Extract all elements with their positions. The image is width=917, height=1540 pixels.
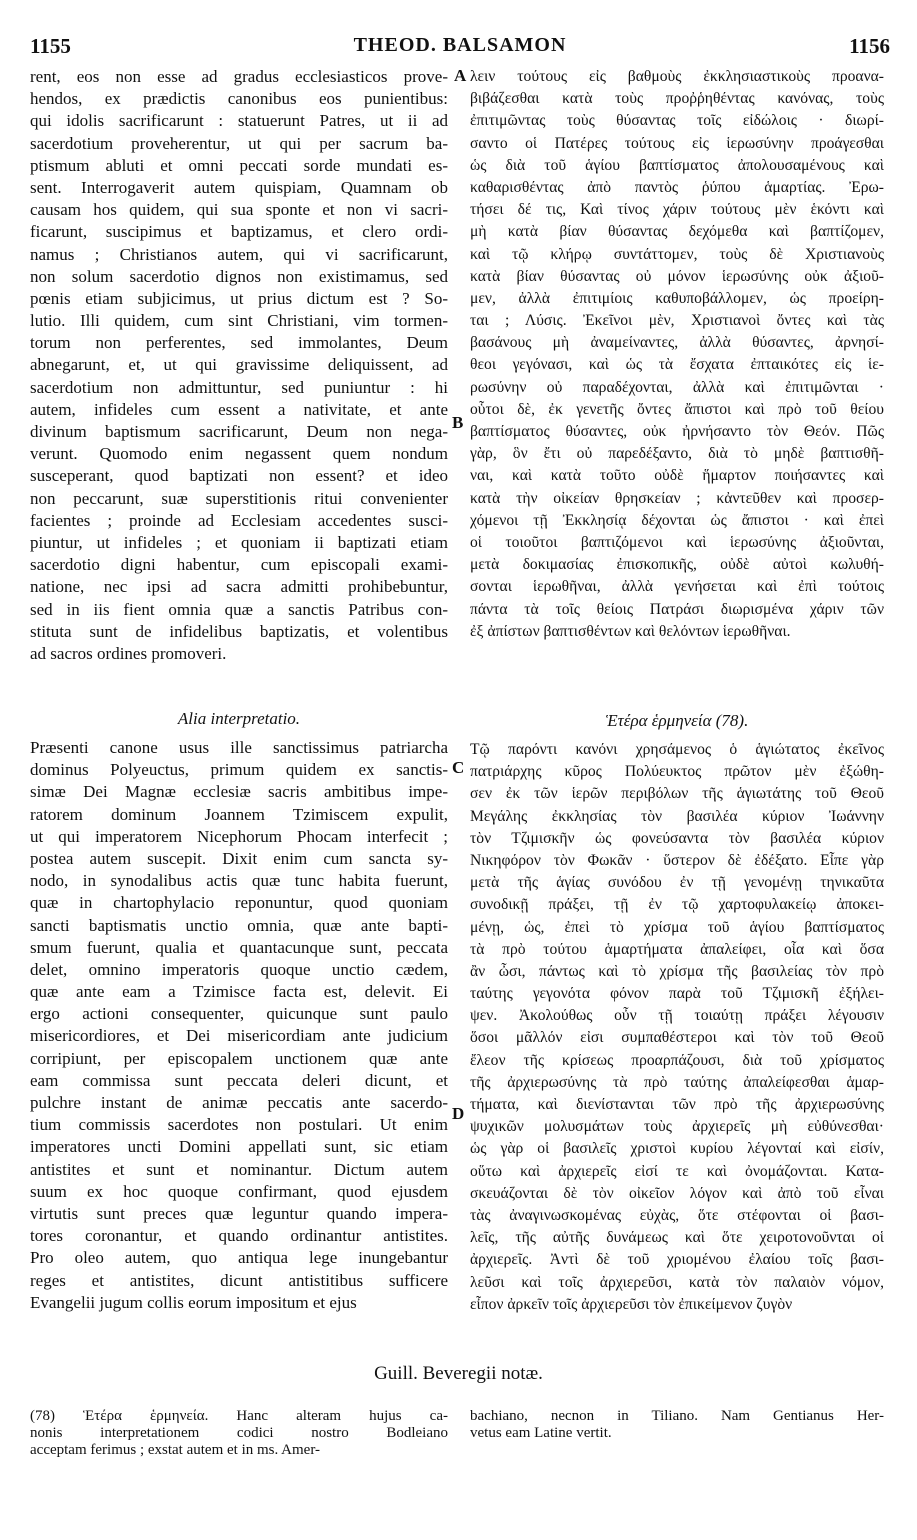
text-line: smum fuerunt, qualia et quantacunque sunt, peccata bbox=[30, 937, 448, 957]
text-line: ὡς γὰρ οἱ βασιλεῖς χριστοὶ κυρίου λέγονταί καὶ εἰσίν, bbox=[470, 1140, 884, 1158]
text-line: quæ ante eam a Tzimisce facta est, delevit. Ei bbox=[30, 982, 448, 1002]
text-line: οἱ τοιοῦτοι βαπτιζόμενοι καὶ ἱερωσύνης ἀξιοῦνται, bbox=[470, 533, 884, 551]
text-line: κατὰ βίαν θύσαντας οὐ μόνον ἱερωσύνης οὐκ ἀξιοῦ- bbox=[470, 267, 884, 285]
text-line: Μεγάλης ἐκκλησίας τὸν βασιλέα κύριον Ἰωάννην bbox=[470, 807, 884, 825]
text-line: ται ; Λύσις. Ἐκεῖνοι μὲν, Χριστιανοὶ ὄντες καὶ τὰς bbox=[470, 312, 884, 330]
running-title: THEOD. BALSAMON bbox=[353, 34, 567, 56]
latin-column-upper bbox=[30, 66, 448, 665]
text-line: sancti baptismatis unctio omnia, quæ ante bapti- bbox=[30, 915, 448, 935]
text-line: antistites et sunt et nominantur. Dictum autem bbox=[30, 1159, 448, 1179]
text-line: ἐξ ἀπίστων βαπτισθέντων καὶ θελόντων ἱερωθῆναι. bbox=[470, 622, 791, 640]
text-line: verunt. Quomodo enim negassent quem nondum bbox=[30, 444, 448, 464]
text-line: delet, omnino imperatoris quoque unctio cædem, bbox=[30, 959, 448, 979]
greek-column-lower bbox=[470, 739, 884, 1316]
text-line: τήσει δέ τις, Καὶ τίνος χάριν τούτους μὲν ἑκόντι καὶ bbox=[470, 201, 884, 219]
margin-letter-d: D bbox=[452, 1104, 465, 1123]
text-line: σεν ἐκ τῶν ἱερῶν περιβόλων τῆς ἁγιωτάτης τοῦ Θεοῦ bbox=[470, 785, 884, 803]
text-line: ptismum abluti et omni peccati sorde mundati es- bbox=[30, 155, 448, 175]
text-line: hendos, ex prædictis canonibus eos punientibus: bbox=[30, 89, 448, 109]
text-line: suum ex hoc quoque confirmant, quod ejusdem bbox=[30, 1181, 448, 1201]
text-line: eam commissa sunt peccata deleri dicunt, et bbox=[30, 1070, 448, 1090]
text-line: pœnis etiam subjicimus, ut prius dictum est ? So- bbox=[30, 288, 448, 308]
text-line: postea autem suscepit. Dixit enim cum sancta sy- bbox=[30, 848, 448, 868]
text-line: ρωσύνην οὐ παραδέχονται, ἀλλὰ καὶ ἐπιτιμῶνται · bbox=[470, 378, 884, 396]
text-line: γὰρ, ὃν ἔτι οὐ παρεδέξαντο, διὰ τὸ μηδὲ βαπτισθῆ- bbox=[470, 445, 884, 463]
text-line: ad sacros ordines promoveri. bbox=[30, 643, 227, 663]
text-line: μετὰ τῆς ἁγίας συνόδου ἐν τῇ γενομένῃ τηνικαῦτα bbox=[470, 874, 884, 892]
text-line: nonis interpretationem codici nostro Bodleiano bbox=[30, 1425, 448, 1441]
text-line: non peccarunt, suæ superstitionis ritui convenienter bbox=[30, 488, 448, 508]
text-line: μένῃ, ὡς, ἐπεὶ τὸ χρίσμα τοῦ ἁγίου βαπτίσματος bbox=[470, 918, 884, 936]
latin-subheading: Alia interpretatio. bbox=[177, 709, 301, 728]
text-line: vetus eam Latine vertit. bbox=[470, 1425, 612, 1441]
text-line: non solum sacerdotio dignos non existimamus, sed bbox=[30, 266, 448, 286]
text-line: τὰ πρὸ τούτου ἁμαρτήματα ἀπαλείφει, οἷα καὶ ὅσα bbox=[470, 940, 884, 958]
text-line: misericordiores, et Dei misericordiam ante judicium bbox=[30, 1026, 448, 1046]
text-line: βιβάζεσθαι κατὰ τοὺς προῤῥηθέντας κανόνας, τοὺς bbox=[470, 90, 884, 108]
text-line: σονται ἱερωθῆναι, ἀλλὰ γενήσεται καὶ ἐπὶ τούτοις bbox=[470, 578, 884, 596]
text-line: abnegarunt, et, ut qui gravissime deliquissent, ad bbox=[30, 355, 448, 375]
text-line: ἂν ὦσι, πάντως καὶ τὸ χρίσμα τῆς βασιλείας τὸν πρὸ bbox=[470, 962, 884, 980]
text-line: sacerdotium proveherentur, ut qui per sacrum ba- bbox=[30, 133, 448, 153]
text-line: ψυχικῶν μολυσμάτων τοὺς ἀρχιερεῖς μὴ εὐθύνεσθαι· bbox=[470, 1118, 884, 1136]
text-line: autem, infideles cum essent a nativitate, et ante bbox=[30, 399, 448, 419]
text-line: torum non perferentes, sed immolantes, Deum bbox=[30, 333, 448, 353]
text-line: οὕτω καὶ ἀρχιερεῖς εἰσί τε καὶ ὀνομάζονται. Κατα- bbox=[470, 1162, 884, 1180]
text-line: namus ; Christianos autem, qui vi sacrificarunt, bbox=[30, 244, 448, 264]
text-line: facientes ; proinde ad Ecclesiam accedentes susci- bbox=[30, 510, 448, 530]
text-line: Νικηφόρον τὸν Φωκᾶν · ὕστερον δὲ ἐδέξατο. Εἶπε γὰρ bbox=[470, 851, 884, 869]
margin-letter-b: B bbox=[452, 413, 464, 432]
text-line: ratorem dominum Joannem Tzimiscem expulit, bbox=[30, 804, 448, 824]
text-line: Τῷ παρόντι κανόνι χρησάμενος ὁ ἁγιώτατος ἐκεῖνος bbox=[470, 741, 884, 758]
text-line: simæ Dei Magnæ ecclesiæ sacris ambitibus impe- bbox=[30, 782, 448, 802]
greek-subheading: Ἑτέρα ἑρμηνεία (78). bbox=[605, 711, 749, 730]
text-line: ναι, καὶ κατὰ τοῦτο οὐδὲ ἥμαρτον ποιήσαντες καὶ bbox=[470, 467, 884, 485]
text-line: tores coronantur, et quando ordinantur antistites. bbox=[30, 1226, 448, 1246]
text-line: πάντα τὰ τοῖς θείοις Πατράσι διωρισμένα χάριν τῶν bbox=[470, 600, 884, 618]
text-line: rent, eos non esse ad gradus ecclesiasticos prove- bbox=[30, 67, 448, 86]
greek-column-upper bbox=[470, 66, 884, 643]
text-line: imperatores uncti Domini appellati sunt, sic etiam bbox=[30, 1137, 448, 1157]
text-line: καθαρισθέντας ἀπὸ παντὸς ῥύπου ἁμαρτίας. Ἐρω- bbox=[470, 178, 884, 196]
text-line: acceptam ferimus ; exstat autem et in ms. Amer- bbox=[30, 1442, 321, 1458]
text-line: tium commissis sacerdotes non postulari. Ut enim bbox=[30, 1115, 448, 1135]
text-line: (78) Ἑτέρα ἑρμηνεία. Hanc alteram hujus ca- bbox=[30, 1408, 448, 1424]
text-line: σαντο οἱ Πατέρες τούτους εἰς ἱερωσύνην προάγεσθαι bbox=[470, 134, 884, 152]
notes-column-left bbox=[30, 1408, 448, 1459]
text-line: sed in iis fient omnia quæ a sanctis Patribus con- bbox=[30, 599, 448, 619]
notes-title: Guill. Beveregii notæ. bbox=[374, 1363, 543, 1384]
text-line: τήματα, καὶ διενίστανται τῶν πρὸ τῆς ἀρχιερωσύνης bbox=[470, 1096, 884, 1113]
text-line: sacerdotium non admittuntur, sed puniuntur : hi bbox=[30, 377, 448, 397]
text-line: ergo actioni consequenter, quicunque sunt paulo bbox=[30, 1004, 448, 1024]
text-line: piuntur, ut infideles ; et quoniam ii baptizati etiam bbox=[30, 532, 448, 552]
text-line: sacerdotio digni habentur, cum episcopali exami- bbox=[30, 555, 448, 575]
text-line: Præsenti canone usus ille sanctissimus patriarcha bbox=[30, 738, 448, 757]
text-line: dominus Polyeuctus, primum quidem ex sanctis- bbox=[30, 760, 448, 780]
text-line: ἐπιτιμῶντας τοὺς θύσαντας τοῖς εἰδώλοις · διωρί- bbox=[470, 112, 884, 130]
latin-column-lower bbox=[30, 737, 448, 1314]
text-line: οὗτοι δὲ, ἐκ γενετῆς ὄντες ἄπιστοι καὶ πρὸ τοῦ θείου bbox=[470, 400, 884, 418]
text-line: causam hos quidem, qui sua sponte et non vi sacri- bbox=[30, 200, 448, 220]
text-line: ψεν. Ἀκολούθως οὖν τῇ τοιαύτῃ πράξει λέγουσιν bbox=[470, 1007, 884, 1025]
text-line: καὶ τῷ κλήρῳ συντάττομεν, τοὺς δὲ Χριστιανοὺς bbox=[470, 245, 884, 263]
page-number-left: 1155 bbox=[30, 34, 71, 58]
text-line: τὸν Τζιμισκῆν ὡς φονεύσαντα τὸν βασιλέα κύριον bbox=[470, 829, 884, 847]
text-line: reges et antistites, dicunt antistitibus sufficere bbox=[30, 1270, 448, 1290]
text-line: βασάνους μὴ ἀναμείναντες, ἀλλὰ θύσαντες, ἀρνησί- bbox=[470, 334, 884, 352]
text-line: ut qui imperatorem Nicephorum Phocam interfecit ; bbox=[30, 826, 448, 846]
text-line: θεοι γεγόνασι, καὶ ὡς τὰ ἔσχατα ἐπταικότες εἰς ἱε- bbox=[470, 356, 884, 374]
text-line: qui idolis sacrificarunt : statuerunt Patres, ut ii ad bbox=[30, 111, 448, 131]
text-line: εἶπον ἀρκεῖν τοῖς ἀρχιερεῦσι τὸν ἐπικείμενον ζυγὸν bbox=[470, 1295, 793, 1313]
page-header bbox=[30, 34, 890, 62]
text-line: βαπτίσματος θύσαντες, οὐκ ἠρνήσαντο τὸν Θεόν. Πῶς bbox=[470, 423, 884, 440]
text-line: virtutis sunt preces quæ leguntur quando impera- bbox=[30, 1203, 448, 1223]
text-line: quæ in chartophylacio reponuntur, quod quoniam bbox=[30, 893, 448, 913]
text-line: divinum baptismum sacrificarunt, Deum non nega- bbox=[30, 422, 448, 441]
margin-letter-a: A bbox=[454, 66, 467, 85]
text-line: corripiunt, per episcopalem unctionem quæ ante bbox=[30, 1048, 448, 1068]
text-line: ταύτης γεγονότα φόνον παρὰ τοῦ Τζιμισκῆ ἐξήλει- bbox=[470, 985, 884, 1003]
text-line: natione, nec ipsi ad sacra admitti prohibebuntur, bbox=[30, 577, 448, 597]
text-line: λειν τούτους εἰς βαθμοὺς ἐκκλησιαστικοὺς προανα- bbox=[470, 68, 884, 85]
text-line: μεν, ἀλλὰ ἐπιτιμίοις καθυποβάλλομεν, ὡς προείρη- bbox=[470, 289, 884, 307]
text-line: μετὰ δοκιμασίας ἐπισκοπικῆς, οὐδὲ αὐτοὶ κωλυθή- bbox=[470, 556, 884, 574]
text-line: τῆς ἀρχιερωσύνης τὰ πρὸ ταύτης ἀπαλείφεσθαι ἁμαρ- bbox=[470, 1073, 884, 1091]
text-line: λεῦσι καὶ τοῖς ἀρχιερεῦσι, κατὰ τὸν παλαιὸν νόμον, bbox=[470, 1273, 884, 1291]
text-line: πατριάρχης κῦρος Πολύευκτος πρῶτον μὲν ἐξώθη- bbox=[470, 763, 884, 781]
text-line: Evangelii jugum collis eorum impositum et ejus bbox=[30, 1292, 357, 1312]
text-line: susceperant, quod baptizati non essent? et ideo bbox=[30, 466, 448, 486]
text-line: μὴ κατὰ βίαν θύσαντας δεχόμεθα καὶ βαπτίζομεν, bbox=[470, 223, 884, 241]
text-line: bachiano, necnon in Tiliano. Nam Gentianus Her- bbox=[470, 1408, 884, 1424]
text-line: τὰς ἀναγινωσκομένας εὐχὰς, ὅτε στέφονται οἱ βασι- bbox=[470, 1206, 884, 1224]
page-number-right: 1156 bbox=[849, 34, 890, 58]
margin-letter-c: C bbox=[452, 758, 465, 777]
text-line: ἔλεον τῆς κρίσεως προαρπάζουσι, διὰ τοῦ χρίσματος bbox=[470, 1051, 884, 1069]
text-line: ficarunt, suscipimus et baptizamus, et clero ordi- bbox=[30, 222, 448, 242]
text-line: χόμενοι τῇ Ἐκκλησίᾳ δέχονται ὡς ἄπιστοι · καὶ ἐπεὶ bbox=[470, 511, 884, 529]
notes-column-right bbox=[470, 1408, 884, 1442]
text-line: κατὰ τὴν οἰκείαν θρησκείαν ; κἀντεῦθεν καὶ προσερ- bbox=[470, 489, 884, 507]
text-line: sent. Interrogaverit autem quispiam, Quamnam ob bbox=[30, 177, 448, 197]
text-line: pulchre instant de animæ peccatis ante sacerdo- bbox=[30, 1093, 448, 1112]
text-line: ὡς διὰ τοῦ ἁγίου βαπτίσματος ἀπολουσαμένους καὶ bbox=[470, 156, 884, 174]
text-line: lutio. Illi quidem, cum sint Christiani, vim tormen- bbox=[30, 311, 448, 331]
text-line: σκευάζονται δὲ τὸν οἰκεῖον λόγον καὶ ἀπὸ τοῦ εἶναι bbox=[470, 1184, 884, 1202]
text-line: Pro oleo autem, quo antiqua lege inungebantur bbox=[30, 1248, 448, 1268]
text-line: λεῖς, τῆς αὐτῆς δυνάμεως καὶ ὅτε χειροτονοῦνται οἱ bbox=[470, 1229, 884, 1247]
text-line: ἀρχιερεῖς. Ἀντὶ δὲ τοῦ χριομένου ἐλαίου τοῖς βασι- bbox=[470, 1251, 884, 1269]
text-line: stituta sunt de infidelibus baptizatis, et volentibus bbox=[30, 621, 448, 641]
text-line: nodo, in synodalibus actis quæ tunc habita fuerunt, bbox=[30, 871, 448, 891]
text-line: ὅσοι μᾶλλόν εἰσι συμπαθέστεροι καὶ τὸν τοῦ Θεοῦ bbox=[470, 1029, 884, 1047]
text-line: συνοδικῇ πράξει, τῇ ἐν τῷ χαρτοφυλακείῳ ἀποκει- bbox=[470, 896, 884, 914]
